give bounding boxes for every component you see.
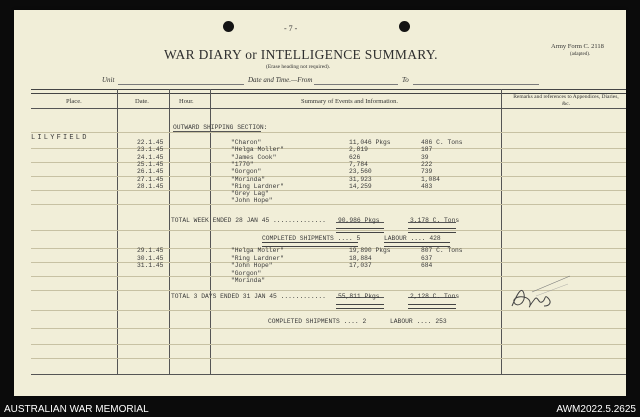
week1-ship-3: "1770" bbox=[231, 160, 254, 168]
week2-tons-2: 684 bbox=[421, 262, 433, 270]
punch-hole-right bbox=[399, 21, 410, 32]
row-rule-6 bbox=[31, 230, 626, 231]
date-time-label: Date and Time.—From bbox=[248, 76, 313, 84]
week1-ship-7: "Grey Lag" bbox=[231, 190, 269, 198]
week1-ship-8: "John Hope" bbox=[231, 197, 273, 205]
week1-pkgs-0: 11,046 Pkgs bbox=[349, 139, 391, 146]
week2-labour: LABOUR .... 253 bbox=[390, 318, 447, 325]
row-rule-5 bbox=[31, 204, 626, 205]
unit-label: Unit bbox=[102, 76, 115, 84]
place-name: LILYFIELD bbox=[31, 134, 89, 142]
row-rule-0 bbox=[31, 132, 626, 133]
week1-ship-4: "Gorgon" bbox=[231, 168, 262, 176]
row-rule-7 bbox=[31, 248, 626, 249]
week2-total-tons: 2,128 C. Tons bbox=[410, 293, 460, 300]
col-header-place: Place. bbox=[66, 98, 82, 105]
week1-tons-6: 483 bbox=[421, 182, 433, 190]
week2-tons-1: 637 bbox=[421, 254, 433, 262]
week1-ship-6: "Ring Lardner" bbox=[231, 182, 284, 190]
week1-tons-5: 1,084 bbox=[421, 175, 440, 183]
punch-hole-left bbox=[223, 21, 234, 32]
week1-pkgs-4: 23,560 bbox=[349, 168, 372, 176]
to-label: To bbox=[402, 76, 409, 84]
week2-date-0: 29.1.45 bbox=[137, 247, 164, 254]
week1-pkgs-2: 626 bbox=[349, 153, 361, 161]
row-rule-1 bbox=[31, 148, 626, 149]
week2-date-1: 30.1.45 bbox=[137, 254, 164, 262]
week2-ship-4: "Morinda" bbox=[231, 277, 266, 285]
week1-tons-0: 486 C. Tons bbox=[421, 139, 463, 146]
section-heading: OUTWARD SHIPPING SECTION: bbox=[173, 124, 268, 131]
week1-pkgs-3: 7,784 bbox=[349, 160, 368, 168]
week1-date-5: 27.1.45 bbox=[137, 175, 164, 183]
week1-date-6: 28.1.45 bbox=[137, 182, 164, 190]
week2-date-2: 31.1.45 bbox=[137, 262, 164, 270]
section-heading-underline bbox=[173, 131, 261, 132]
col-header-remarks: Remarks and references to Appendices, Diaries, &c. bbox=[513, 94, 619, 107]
col-header-date: Date. bbox=[135, 98, 149, 105]
week2-tons-double-rule bbox=[408, 304, 456, 309]
table-bottom-rule bbox=[31, 374, 626, 375]
week2-ship-1: "Ring Lardner" bbox=[231, 254, 284, 262]
week2-completed-shipments: COMPLETED SHIPMENTS .... 2 bbox=[268, 318, 367, 325]
week2-tons-0: 807 C. Tons bbox=[421, 247, 463, 254]
week2-pkgs-2: 17,037 bbox=[349, 262, 372, 270]
form-note: (adapted). bbox=[570, 52, 591, 57]
week1-tons-double-rule bbox=[408, 228, 456, 233]
week1-tons-4: 739 bbox=[421, 168, 433, 176]
week1-labour: LABOUR .... 428 bbox=[384, 235, 441, 242]
week1-tons-2: 39 bbox=[421, 153, 429, 161]
week2-total-pkgs: 55,811 Pkgs bbox=[338, 293, 380, 300]
date-to-line bbox=[413, 84, 539, 85]
caption-right: AWM2022.5.2625 bbox=[556, 404, 636, 415]
week1-ship-5: "Morinda" bbox=[231, 175, 266, 183]
row-rule-3 bbox=[31, 176, 626, 177]
row-rule-12 bbox=[31, 328, 626, 329]
week1-date-3: 25.1.45 bbox=[137, 160, 164, 168]
week2-ship-0: "Helga Moller" bbox=[231, 247, 284, 254]
week1-total-pkgs: 90,986 Pkgs bbox=[338, 217, 380, 224]
week1-tons-3: 222 bbox=[421, 160, 433, 168]
page-title: WAR DIARY or INTELLIGENCE SUMMARY. bbox=[164, 47, 438, 62]
week2-pkgs-0: 19,890 Pkgs bbox=[349, 247, 391, 254]
signature-mark bbox=[508, 272, 572, 312]
row-rule-2 bbox=[31, 162, 626, 163]
row-rule-8 bbox=[31, 262, 626, 263]
week1-total-tons: 3,178 C. Tons bbox=[410, 217, 460, 224]
page-subtitle: (Erase heading not required). bbox=[266, 64, 331, 70]
week1-ship-0: "Charon" bbox=[231, 139, 262, 146]
week1-pkgs-1: 2,819 bbox=[349, 146, 368, 154]
week2-total-label: TOTAL 3 DAYS ENDED 31 JAN 45 ............ bbox=[171, 293, 326, 300]
page-number: - 7 - bbox=[284, 24, 298, 33]
row-rule-14 bbox=[31, 358, 626, 359]
week1-pkgs-double-rule bbox=[336, 228, 384, 233]
week1-tons-1: 187 bbox=[421, 146, 433, 154]
row-rule-13 bbox=[31, 344, 626, 345]
week2-ship-2: "John Hope" bbox=[231, 262, 273, 270]
week1-total-label: TOTAL WEEK ENDED 28 JAN 45 .............. bbox=[171, 217, 326, 224]
week1-date-1: 23.1.45 bbox=[137, 146, 164, 154]
week1-completed-shipments: COMPLETED SHIPMENTS .... 5 bbox=[262, 235, 361, 242]
document-page bbox=[14, 10, 626, 396]
week1-pkgs-5: 31,923 bbox=[349, 175, 372, 183]
row-rule-4 bbox=[31, 190, 626, 191]
unit-line bbox=[118, 84, 244, 85]
week1-date-0: 22.1.45 bbox=[137, 139, 164, 146]
week1-date-2: 24.1.45 bbox=[137, 153, 164, 161]
caption-left: AUSTRALIAN WAR MEMORIAL bbox=[4, 404, 149, 415]
week1-date-4: 26.1.45 bbox=[137, 168, 164, 176]
week1-pkgs-6: 14,259 bbox=[349, 182, 372, 190]
week1-ship-2: "James Cook" bbox=[231, 153, 277, 161]
week1-ship-1: "Helga Moller" bbox=[231, 146, 284, 154]
date-from-line bbox=[314, 84, 398, 85]
week2-ship-3: "Gorgon" bbox=[231, 269, 262, 277]
col-header-summary: Summary of Events and Information. bbox=[301, 98, 398, 105]
col-header-hour: Hour. bbox=[179, 98, 194, 105]
week2-pkgs-1: 18,884 bbox=[349, 254, 372, 262]
form-label: Army Form C. 2118 bbox=[551, 43, 604, 50]
header-bottom-rule bbox=[31, 108, 626, 109]
week2-pkgs-double-rule bbox=[336, 304, 384, 309]
